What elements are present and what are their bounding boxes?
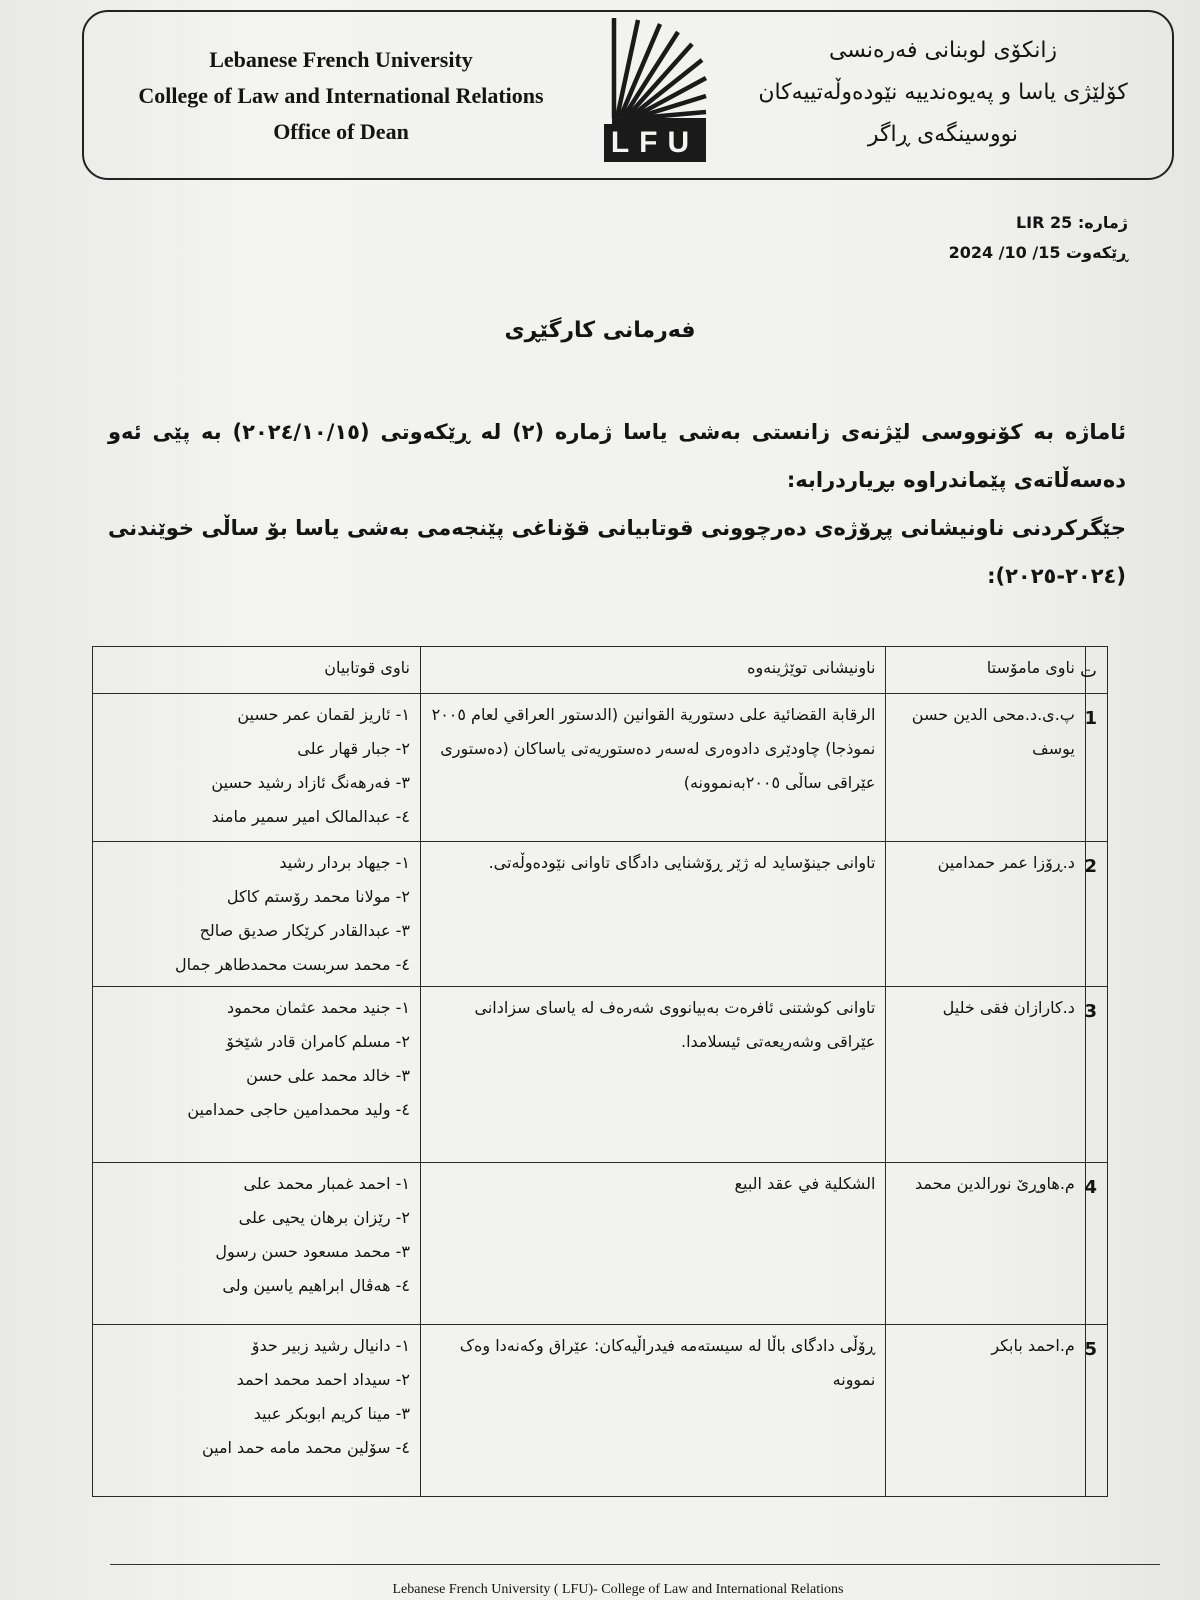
student-name: ٢- سيداد احمد محمد احمد [236,1370,410,1389]
header-supervisor: ناوی مامۆستا [886,647,1085,694]
row-supervisor: د.ڕۆزا عمر حمدامين [886,842,1085,987]
document-body [108,408,1126,600]
sunburst-logo-icon [604,14,708,124]
body-paragraph-1: ئاماژە بە کۆنووسی لێژنەی زانستی بەشی یاسا ژمارە (٢) لە ڕێکەوتی (٢٠٢٤/١٠/١٥) بە پێی ئەو دەسەڵاتەی پێماندراوە بڕیاردرابە: [108,420,1126,492]
footer-text: Lebanese French University ( LFU)- College of Law and International Relations [392,1582,844,1597]
office-name-en: Office of Dean [273,119,409,144]
reference-date: ڕێکەوت 15/ 10/ 2024 [948,243,1128,262]
student-name: ٣- عبدالقادر کرێکار صدیق صالح [199,921,410,940]
header-topic: ناونیشانی توێژینەوە [421,647,886,694]
table-row [93,694,1108,842]
row-students [93,1163,421,1325]
college-name-ku: کۆلێژی یاسا و پەیوەندییە نێودەوڵەتییەکان [758,80,1128,105]
row-topic: الشكلية في عقد البيع [421,1163,886,1325]
university-name-en: Lebanese French University [209,47,473,72]
student-name: ٣- محمد مسعود حسن رسول [215,1242,410,1261]
student-name: ١- جنيد محمد عثمان محمود [227,998,410,1017]
office-name-ku: نووسینگەی ڕاگر [867,122,1019,147]
row-supervisor: پ.ی.د.محی الدين حسن يوسف [886,694,1085,842]
student-name: ٤- وليد محمدامين حاجی حمدامين [187,1100,410,1119]
row-number: 5 [1085,1325,1107,1497]
header-number: ت [1085,647,1107,694]
student-name: ١- احمد غمبار محمد علی [243,1174,410,1193]
letterhead-kurdish [728,30,1158,156]
header-students: ناوی قوتابیان [93,647,421,694]
row-students [93,1325,421,1497]
row-topic: الرقابة القضائية على دستورية القوانين (الدستور العراقي لعام ٢٠٠٥ نموذجا) چاودێری دادوەری لەسەر دەستوریەتی یاساکان (دەستوری عێراقی ساڵی ٢٠٠٥بەنموونە) [421,694,886,842]
row-number: 4 [1085,1163,1107,1325]
student-name: ٢- رێزان برهان يحيی علی [238,1208,410,1227]
university-name-ku: زانکۆی لوبنانی فەرەنسی [828,38,1058,63]
letterhead [82,10,1174,180]
row-students [93,987,421,1163]
row-students [93,694,421,842]
row-supervisor: د.کارازان فقی خليل [886,987,1085,1163]
college-name-en: College of Law and International Relations [138,83,544,108]
student-name: ١- دانيال رشيد زبير حدۆ [251,1336,410,1355]
row-students [93,842,421,987]
row-topic: ڕۆڵی دادگای باڵا لە سیستەمە فیدراڵیەکان: عێراق وکەنەدا وەک نموونە [421,1325,886,1497]
student-name: ٣- خالد محمد علی حسن [246,1066,410,1085]
table-header-row [93,647,1108,694]
reference-block [949,208,1128,268]
table-row [93,842,1108,987]
student-name: ٤- سۆلين محمد مامە حمد امين [201,1438,410,1457]
row-supervisor: م.احمد بابکر [886,1325,1085,1497]
reference-number: ژمارە: LIR 25 [1015,213,1128,232]
student-name: ١- ئاریز لقمان عمر حسين [237,705,410,724]
logo-text: LFU [604,124,706,162]
table-row [93,1163,1108,1325]
student-name: ٤- محمد سربست محمدطاهر جمال [175,955,410,974]
row-number: 3 [1085,987,1107,1163]
student-name: ٣- مينا کريم ابوبکر عبيد [253,1404,410,1423]
student-name: ٤- عبدالمالک امیر سمیر مامند [211,807,410,826]
projects-table [92,646,1108,1497]
table-row [93,1325,1108,1497]
row-topic: تاوانی جینۆساید لە ژێر ڕۆشنایی دادگای تاوانی نێودەوڵەتی. [421,842,886,987]
row-number: 2 [1085,842,1107,987]
footer-divider [110,1564,1160,1565]
student-name: ٤- هەڤال ابراهيم ياسين ولی [222,1276,410,1295]
student-name: ٢- مسلم کامران قادر شێخۆ [226,1032,410,1051]
lfu-logo [604,14,708,162]
row-topic: تاوانی کوشتنی ئافرەت بەبیانووی شەرەف لە یاسای سزادانی عێراقی وشەریعەتی ئیسلامدا. [421,987,886,1163]
table-row [93,987,1108,1163]
student-name: ٢- مولانا محمد رۆستم کاکل [226,887,410,906]
row-supervisor: م.هاوڕێ نورالدين محمد [886,1163,1085,1325]
student-name: ٢- جبار قهار علی [297,739,410,758]
student-name: ٣- فەرهەنگ ئازاد رشید حسین [211,773,410,792]
row-number: 1 [1085,694,1107,842]
student-name: ١- جیهاد بردار رشيد [279,853,410,872]
document-title: فەرمانی کارگێڕی [504,318,696,343]
letterhead-english [96,42,586,150]
body-paragraph-2: جێگرکردنی ناونیشانی پڕۆژەی دەرچوونی قوتابیانی قۆناغی پێنجەمی بەشی یاسا بۆ ساڵی خوێندنی (٢٠٢٤-٢٠٢٥): [108,516,1126,588]
